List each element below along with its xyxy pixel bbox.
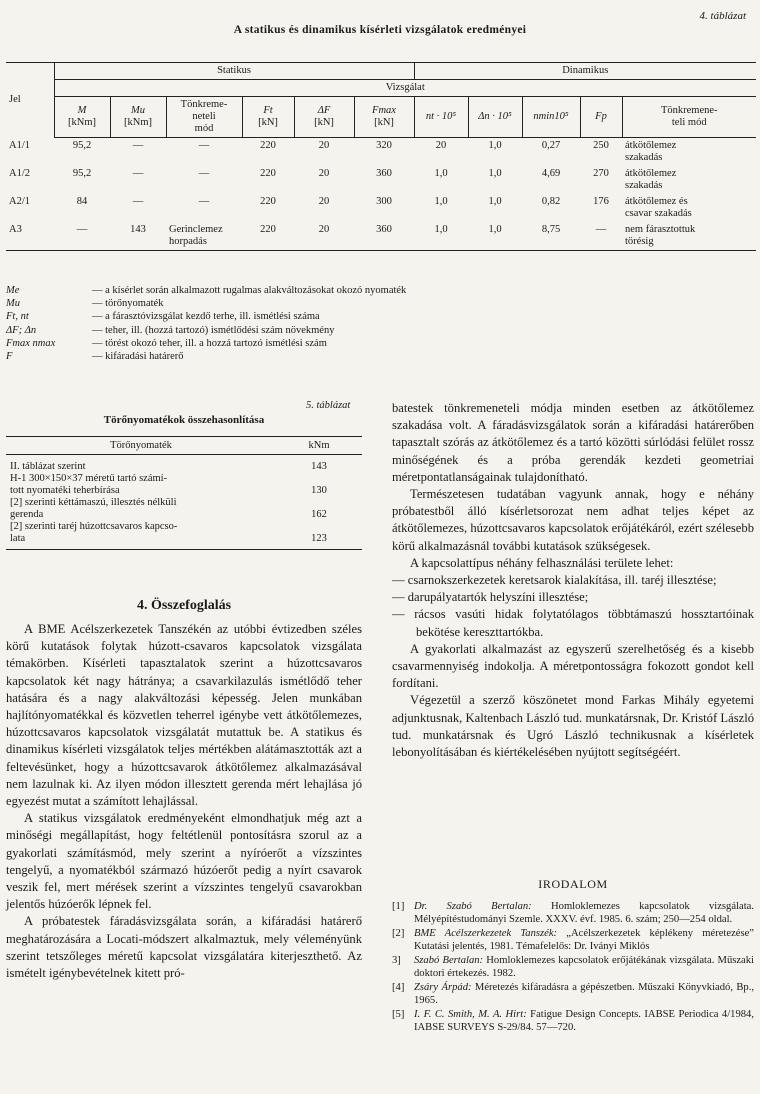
col-mod-statikus: Tönkreme- neteli mód [166, 97, 242, 138]
cell-ft: 220 [242, 222, 294, 251]
cell-nt: 20 [435, 140, 447, 151]
list-item: — rácsos vasúti hidak folytatólagos többtámaszú hossztartóinak bekötése kereszttartókba. [392, 607, 754, 639]
comparison-table [6, 436, 362, 550]
cell-mod1: — [198, 168, 210, 179]
references-heading: IRODALOM [538, 877, 608, 891]
reference-item: 3] Szabó Bertalan: Homloklemezes kapcsolatok erőjátékának vizsgálata. Műszaki doktori értekezés. 1982. [392, 955, 755, 979]
table-row [6, 166, 756, 194]
cell-nmin: 0,82 [541, 196, 561, 207]
cell-mod1: Gerinclemez horpadás [166, 222, 242, 251]
cell-dn: 1,0 [488, 168, 502, 179]
cell-mod2: átkötőlemez és csavar szakadás [625, 196, 692, 219]
right-column-text [392, 400, 754, 761]
cell-nmin: 4,69 [541, 168, 561, 179]
group-statikus: Statikus [54, 63, 414, 80]
cell-m: — [54, 222, 110, 251]
legend-row: Ft, nt — a fárasztóvizsgálat kezdő terhe, ill. ismétlési száma [6, 311, 320, 323]
cell-jel: A1/1 [9, 139, 30, 151]
group-vizsgalat: Vizsgálat [54, 80, 756, 97]
cell-mod1: — [198, 196, 210, 207]
table-row: [2] szerinti kéttámaszú, illesztés nélküli gerenda 162 [10, 497, 327, 520]
symbol-legend [6, 284, 406, 363]
col-mod-dinamikus: Tönkremene- teli mód [622, 97, 756, 138]
group-dinamikus: Dinamikus [414, 63, 756, 80]
cell-fp: 250 [593, 140, 609, 151]
legend-row: ΔF; Δn — teher, ill. (hozzá tartozó) ismétlődési szám növekmény [6, 324, 335, 336]
cell-nt: 1,0 [414, 222, 468, 251]
cell-m: 95,2 [72, 168, 92, 179]
legend-row: F — kifáradási határerő [6, 351, 184, 363]
cell-ft: 220 [260, 140, 276, 151]
col-m: M [kNm] [54, 97, 110, 138]
paragraph: A BME Acélszerkezetek Tanszékén az utóbbi évtizedben széles körű kutatások folytak húzott-csavaros kapcsolatok vizsgálata témakörben. Kísérleti tapasztalatok szerint a húzottcsavaros kapcsolatok két nagy hátránya; a csavarkilazulás ismétlődő teher hatására és a nagy alakváltozási képesség. Jelen munkában hajlítónyomatékkal és közvetlen teherrel igénybe vett átkötőlemezes, húzottcsavaros kapcsolatok vizsgálatát mutattuk be. A statikus és dinamikus kísérleti vizsgálatok teljes mértékben alátámasztották azt a feltevésünket, hogy a húzottcsavarok átkötőlemez alkalmazásával nem lazulnak ki. Az ilyen módon illesztett gerenda mért lehajlása jó egyezést mutat a számított lehajlással. [6, 622, 362, 809]
col-jel: Jel [6, 63, 54, 138]
cell-nmin: 8,75 [522, 222, 580, 251]
cell-mu: — [132, 140, 144, 151]
table-row: II. táblázat szerint 143 [10, 461, 327, 472]
col-nmin: nmin10⁵ [522, 97, 580, 138]
paragraph: A gyakorlati alkalmazást az egyszerű szerelhetőség és a kisebb csavarmennyiség indokolja. A méretpontosságra fokozott gondot kell fordítani. [392, 641, 754, 691]
cell-nt: 1,0 [434, 196, 448, 207]
paragraph: Végezetül a szerző köszönetet mond Farkas Mihály egyetemi adjunktusnak, Kaltenbach László tud. munkatársnak, Dr. Kristóf László tud. munkatársnak és Ugró László technikusnak a kísérletek lebonyolításában és kiértékelésében nyújtott segítségéért. [392, 693, 754, 760]
cell-jel: A3 [6, 222, 54, 251]
cell-df: 20 [294, 222, 354, 251]
table-row: H-1 300×150×37 méretű tartó számí- tott nyomatéki teherbírása 130 [10, 473, 327, 496]
table-row [6, 138, 756, 167]
cell-nmin: 0,27 [541, 140, 561, 151]
col-fmax: Fmax [kN] [354, 97, 414, 138]
paragraph: Természetesen tudatában vagyunk annak, hogy e néhány próbatestből álló kísérletsorozat nem adhat teljes képet az átkötőlemezes, húzottcsavaros kapcsolatok erőjátékáról, ezért szélesebb körű alkalmazásnál további kutatások szükségesek. [392, 487, 754, 553]
cell-fmax: 360 [376, 168, 392, 179]
cell-dn: 1,0 [468, 222, 522, 251]
cell-mod1: — [198, 140, 210, 151]
cell-ft: 220 [260, 196, 276, 207]
col-fp: Fp [580, 97, 622, 138]
paragraph: batestek tönkremeneteli módja minden esetben az átkötőlemez szakadása volt. A fáradásvizsgálatok során a kifáradási határerőben tapasztalt szórás az átkötőlemez és a tartó közötti súrlódási felület rossz minőségének és a próba gerendák kezdeti geometriai méretpontatlanságainak tulajdonítható. [392, 401, 754, 484]
col-nt: nt · 10⁵ [414, 97, 468, 138]
list-item: — darupályatartók helyszíni illesztése; [392, 590, 589, 605]
reference-item: [4] Zsáry Árpád: Méretezés kifáradásra a gépészetben. Műszaki Könyvkiadó, Bp., 1965. [392, 982, 754, 1006]
table5-title: Törőnyomatékok összehasonlítása [103, 414, 265, 426]
col-df: ΔF [kN] [294, 97, 354, 138]
cell-m: 84 [76, 196, 88, 207]
table5-label: 5. táblázat [306, 400, 351, 411]
cell-df: 20 [318, 140, 330, 151]
col-ft: Ft [kN] [242, 97, 294, 138]
cell-fmax: 320 [376, 140, 392, 151]
col-dn: Δn · 10⁵ [468, 97, 522, 138]
legend-row: Me — a kísérlet során alkalmazott rugalmas alakváltozásokat okozó nyomaték [6, 285, 407, 296]
cell-mod2: átkötőlemez szakadás [625, 168, 677, 191]
paragraph: A statikus vizsgálatok eredményeként elmondhatjuk még azt a minőségi megállapítást, hogy feltétlenül pontosításra szorul az a gyakorlati számításmód, mely szerint a nyíróerőt a vízszintes tengelyű, a nyomatékból származó húzóerőt pedig a nyírt csavarok veszik fel, mert mérések szerint a vízszintes tengelyű csavarokban jelentős húzóerők lépnek fel. [6, 811, 362, 912]
paragraph: A kapcsolattípus néhány felhasználási területe lehet: [410, 555, 674, 570]
cell-nt: 1,0 [434, 168, 448, 179]
left-column-text [6, 621, 362, 982]
legend-row: Fmax nmax — törést okozó teher, ill. a hozzá tartozó ismétlési szám [6, 337, 327, 349]
cell-jel: A2/1 [9, 196, 30, 207]
cell-fp: 270 [593, 168, 609, 179]
cell-mu: 143 [110, 222, 166, 251]
reference-item: [2] BME Acélszerkezetek Tanszék: „Acélszerkezetek képlékeny méretezése” Kutatási jelentés, 1981. Témafelelős: Dr. Iványi Miklós [392, 928, 755, 952]
cell-df: 20 [318, 168, 330, 179]
cell-fmax: 360 [354, 222, 414, 251]
cell-mu: — [132, 168, 144, 179]
results-table [6, 62, 756, 251]
col-knm: kNm [276, 437, 362, 455]
cell-mu: — [132, 196, 144, 207]
table4-label: 4. táblázat [699, 10, 746, 22]
cell-dn: 1,0 [488, 140, 502, 151]
col-toronyomatek: Törőnyomaték [6, 437, 276, 455]
cell-mod2: nem fárasztottuk törésig [622, 222, 756, 251]
cell-mod2: átkötőlemez szakadás [625, 140, 677, 163]
cell-m: 95,2 [72, 140, 92, 151]
reference-item: [5] I. F. C. Smith, M. A. Hirt: Fatigue Design Concepts. IABSE Periodica 4/1984, IABSE SURVEYS S-29/84. 57—720. [392, 1009, 754, 1033]
section-heading: 4. Összefoglalás [136, 598, 232, 613]
table4-header-row [6, 97, 756, 138]
application-list [392, 572, 754, 641]
list-item: — csarnokszerkezetek keretsarok kialakítása, ill. taréj illesztése; [392, 573, 717, 588]
table4-title: A statikus és dinamikus kísérleti vizsgálatok eredményei [233, 24, 527, 36]
paragraph: A próbatestek fáradásvizsgálata során, a kifáradási határerő meghatározására a Locati-módszert alkalmaztuk, mely véleményünk szerint tetszőleges méretű kapcsolat vizsgálatára kiterjeszthető. Az ismételt igénybevételnek kitett pró- [6, 914, 362, 981]
cell-jel: A1/2 [9, 168, 30, 179]
cell-dn: 1,0 [488, 196, 502, 207]
col-mu: Mu [kNm] [110, 97, 166, 138]
legend-row: Mu — törőnyomaték [6, 298, 164, 310]
cell-ft: 220 [260, 168, 276, 179]
cell-fmax: 300 [376, 196, 392, 207]
table-row: [2] szerinti taréj húzottcsavaros kapcso- lata 123 [6, 521, 362, 550]
table-row [6, 194, 756, 222]
table-row [6, 222, 756, 251]
cell-df: 20 [318, 196, 330, 207]
reference-item: [1] Dr. Szabó Bertalan: Homloklemezes kapcsolatok vizsgálata. Mélyépítéstudományi Szemle. XXXV. évf. 1985. 6. szám; 250—254 oldal. [392, 901, 754, 925]
references-list [392, 900, 754, 1035]
cell-fp: — [580, 222, 622, 251]
cell-fp: 176 [593, 196, 609, 207]
